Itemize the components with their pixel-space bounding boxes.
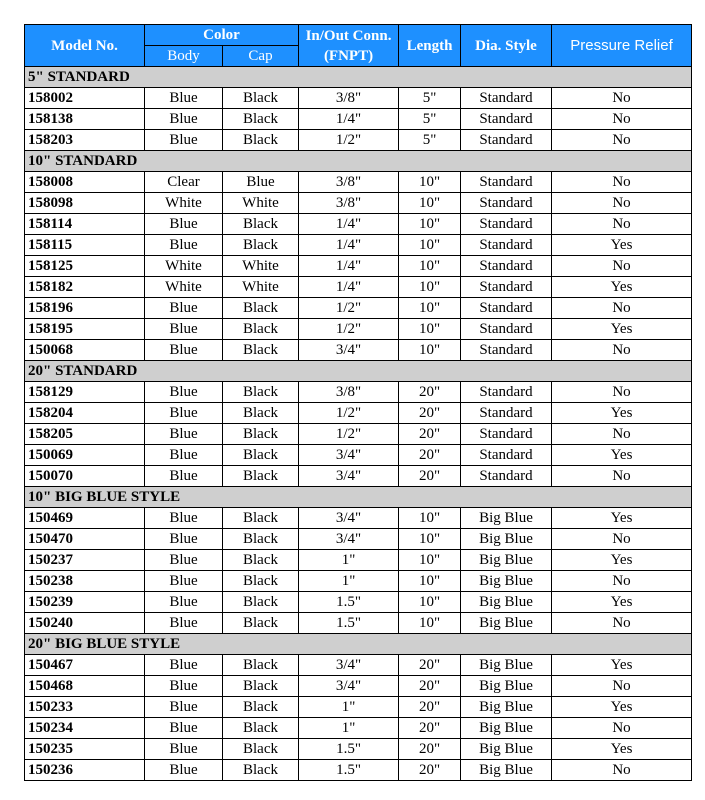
cell-dia-style: Standard (461, 109, 552, 130)
cell-pressure-relief: No (552, 88, 692, 109)
table-row (25, 508, 692, 529)
cell-body-color: Blue (145, 529, 223, 550)
cell-model-no: 150468 (25, 676, 145, 697)
cell-pressure-relief: Yes (552, 277, 692, 298)
table-row (25, 88, 692, 109)
cell-pressure-relief: No (552, 613, 692, 634)
table-row (25, 697, 692, 718)
cell-in-out-conn: 1/2" (299, 298, 399, 319)
cell-model-no: 150234 (25, 718, 145, 739)
table-row (25, 550, 692, 571)
cell-in-out-conn: 1/2" (299, 403, 399, 424)
cell-in-out-conn: 3/4" (299, 466, 399, 487)
cell-length: 10" (399, 613, 461, 634)
cell-in-out-conn: 1/4" (299, 235, 399, 256)
table-row (25, 613, 692, 634)
section-header-row (25, 487, 692, 508)
cell-length: 10" (399, 571, 461, 592)
cell-model-no: 158203 (25, 130, 145, 151)
cell-model-no: 150237 (25, 550, 145, 571)
table-row (25, 319, 692, 340)
cell-model-no: 150070 (25, 466, 145, 487)
cell-dia-style: Big Blue (461, 655, 552, 676)
cell-in-out-conn: 1/4" (299, 109, 399, 130)
header-in-out-conn (299, 25, 399, 67)
cell-dia-style: Big Blue (461, 739, 552, 760)
cell-cap-color: Black (223, 571, 299, 592)
header-cap: Cap (223, 46, 299, 67)
cell-pressure-relief: No (552, 109, 692, 130)
header-conn-line2: (FNPT) (323, 47, 374, 64)
cell-dia-style: Big Blue (461, 550, 552, 571)
cell-dia-style: Big Blue (461, 718, 552, 739)
cell-cap-color: Black (223, 697, 299, 718)
table-row (25, 130, 692, 151)
table-row (25, 235, 692, 256)
cell-in-out-conn: 3/4" (299, 508, 399, 529)
cell-body-color: White (145, 256, 223, 277)
cell-length: 10" (399, 340, 461, 361)
cell-model-no: 150470 (25, 529, 145, 550)
table-row (25, 403, 692, 424)
cell-in-out-conn: 1/4" (299, 277, 399, 298)
cell-in-out-conn: 3/8" (299, 193, 399, 214)
cell-in-out-conn: 3/8" (299, 382, 399, 403)
cell-dia-style: Standard (461, 172, 552, 193)
section-header-row (25, 361, 692, 382)
cell-dia-style: Standard (461, 298, 552, 319)
cell-in-out-conn: 1.5" (299, 592, 399, 613)
cell-model-no: 158114 (25, 214, 145, 235)
cell-cap-color: Black (223, 592, 299, 613)
cell-length: 20" (399, 739, 461, 760)
table-header (25, 25, 692, 67)
cell-pressure-relief: No (552, 214, 692, 235)
table-row (25, 256, 692, 277)
cell-dia-style: Standard (461, 130, 552, 151)
cell-dia-style: Standard (461, 235, 552, 256)
header-color: Color (145, 25, 299, 46)
cell-length: 10" (399, 256, 461, 277)
cell-model-no: 158002 (25, 88, 145, 109)
cell-dia-style: Big Blue (461, 613, 552, 634)
cell-model-no: 158196 (25, 298, 145, 319)
cell-cap-color: Black (223, 529, 299, 550)
cell-pressure-relief: No (552, 571, 692, 592)
cell-model-no: 150238 (25, 571, 145, 592)
section-title: 5" STANDARD (25, 67, 692, 88)
cell-length: 10" (399, 298, 461, 319)
cell-pressure-relief: Yes (552, 508, 692, 529)
cell-body-color: Blue (145, 508, 223, 529)
cell-cap-color: Black (223, 739, 299, 760)
cell-body-color: Blue (145, 592, 223, 613)
table-row (25, 739, 692, 760)
table-row (25, 172, 692, 193)
cell-body-color: Blue (145, 235, 223, 256)
cell-pressure-relief: No (552, 760, 692, 781)
cell-length: 10" (399, 319, 461, 340)
cell-pressure-relief: No (552, 424, 692, 445)
cell-in-out-conn: 1" (299, 697, 399, 718)
cell-pressure-relief: No (552, 676, 692, 697)
filter-housing-spec-table (24, 24, 692, 781)
cell-cap-color: Black (223, 424, 299, 445)
header-conn-line1: In/Out Conn. (305, 27, 392, 44)
cell-length: 20" (399, 697, 461, 718)
cell-dia-style: Big Blue (461, 676, 552, 697)
cell-dia-style: Standard (461, 424, 552, 445)
cell-body-color: White (145, 193, 223, 214)
cell-length: 20" (399, 424, 461, 445)
cell-dia-style: Big Blue (461, 508, 552, 529)
cell-cap-color: Black (223, 760, 299, 781)
cell-length: 5" (399, 109, 461, 130)
cell-length: 10" (399, 592, 461, 613)
table-row (25, 298, 692, 319)
cell-cap-color: Black (223, 340, 299, 361)
table-row (25, 193, 692, 214)
cell-pressure-relief: Yes (552, 319, 692, 340)
cell-length: 20" (399, 676, 461, 697)
cell-body-color: Blue (145, 466, 223, 487)
cell-cap-color: Black (223, 676, 299, 697)
cell-pressure-relief: Yes (552, 445, 692, 466)
cell-cap-color: Black (223, 235, 299, 256)
cell-cap-color: Black (223, 88, 299, 109)
cell-length: 10" (399, 529, 461, 550)
cell-cap-color: Black (223, 298, 299, 319)
cell-length: 20" (399, 445, 461, 466)
table-row (25, 382, 692, 403)
cell-in-out-conn: 1" (299, 571, 399, 592)
cell-model-no: 150233 (25, 697, 145, 718)
header-model-no: Model No. (25, 25, 145, 67)
cell-in-out-conn: 3/4" (299, 655, 399, 676)
cell-length: 20" (399, 403, 461, 424)
cell-model-no: 150235 (25, 739, 145, 760)
cell-body-color: Blue (145, 130, 223, 151)
cell-in-out-conn: 1/2" (299, 130, 399, 151)
cell-pressure-relief: No (552, 340, 692, 361)
cell-model-no: 158205 (25, 424, 145, 445)
cell-pressure-relief: Yes (552, 592, 692, 613)
cell-body-color: Blue (145, 571, 223, 592)
section-title: 10" BIG BLUE STYLE (25, 487, 692, 508)
cell-in-out-conn: 1.5" (299, 613, 399, 634)
cell-cap-color: White (223, 277, 299, 298)
cell-model-no: 150239 (25, 592, 145, 613)
table-body (25, 67, 692, 781)
cell-pressure-relief: No (552, 172, 692, 193)
cell-body-color: Clear (145, 172, 223, 193)
cell-length: 10" (399, 193, 461, 214)
table-row (25, 424, 692, 445)
cell-in-out-conn: 3/4" (299, 340, 399, 361)
cell-pressure-relief: Yes (552, 550, 692, 571)
cell-cap-color: Black (223, 445, 299, 466)
table-row (25, 445, 692, 466)
cell-dia-style: Big Blue (461, 697, 552, 718)
cell-pressure-relief: No (552, 193, 692, 214)
cell-cap-color: White (223, 193, 299, 214)
cell-body-color: Blue (145, 676, 223, 697)
cell-dia-style: Big Blue (461, 592, 552, 613)
cell-body-color: Blue (145, 760, 223, 781)
cell-body-color: Blue (145, 445, 223, 466)
cell-body-color: Blue (145, 739, 223, 760)
cell-length: 10" (399, 277, 461, 298)
cell-pressure-relief: No (552, 529, 692, 550)
cell-pressure-relief: No (552, 382, 692, 403)
cell-dia-style: Standard (461, 193, 552, 214)
cell-in-out-conn: 1.5" (299, 739, 399, 760)
cell-dia-style: Standard (461, 466, 552, 487)
cell-body-color: Blue (145, 550, 223, 571)
cell-cap-color: Black (223, 655, 299, 676)
cell-model-no: 158129 (25, 382, 145, 403)
header-length: Length (399, 25, 461, 67)
cell-body-color: Blue (145, 655, 223, 676)
table-row (25, 340, 692, 361)
cell-dia-style: Standard (461, 277, 552, 298)
header-body: Body (145, 46, 223, 67)
table-row (25, 655, 692, 676)
section-header-row (25, 634, 692, 655)
cell-dia-style: Big Blue (461, 760, 552, 781)
cell-cap-color: Black (223, 109, 299, 130)
cell-dia-style: Standard (461, 88, 552, 109)
cell-length: 10" (399, 235, 461, 256)
section-title: 20" BIG BLUE STYLE (25, 634, 692, 655)
cell-cap-color: Black (223, 319, 299, 340)
cell-body-color: Blue (145, 424, 223, 445)
cell-length: 20" (399, 655, 461, 676)
cell-body-color: White (145, 277, 223, 298)
cell-in-out-conn: 3/8" (299, 88, 399, 109)
cell-length: 10" (399, 508, 461, 529)
cell-cap-color: Black (223, 382, 299, 403)
cell-length: 5" (399, 130, 461, 151)
table-row (25, 571, 692, 592)
cell-in-out-conn: 1.5" (299, 760, 399, 781)
cell-cap-color: Black (223, 613, 299, 634)
cell-pressure-relief: Yes (552, 697, 692, 718)
section-title: 20" STANDARD (25, 361, 692, 382)
cell-pressure-relief: No (552, 256, 692, 277)
cell-body-color: Blue (145, 340, 223, 361)
cell-cap-color: Black (223, 718, 299, 739)
cell-in-out-conn: 1" (299, 718, 399, 739)
section-header-row (25, 67, 692, 88)
cell-body-color: Blue (145, 382, 223, 403)
cell-pressure-relief: No (552, 466, 692, 487)
cell-length: 20" (399, 466, 461, 487)
table-row (25, 718, 692, 739)
cell-dia-style: Standard (461, 256, 552, 277)
cell-length: 20" (399, 382, 461, 403)
cell-cap-color: Black (223, 550, 299, 571)
cell-body-color: Blue (145, 613, 223, 634)
table-row (25, 529, 692, 550)
cell-dia-style: Standard (461, 214, 552, 235)
cell-pressure-relief: Yes (552, 235, 692, 256)
table-row (25, 214, 692, 235)
table-row (25, 592, 692, 613)
cell-pressure-relief: No (552, 130, 692, 151)
table-row (25, 277, 692, 298)
cell-model-no: 150467 (25, 655, 145, 676)
cell-body-color: Blue (145, 319, 223, 340)
cell-in-out-conn: 1/4" (299, 256, 399, 277)
cell-length: 10" (399, 550, 461, 571)
cell-pressure-relief: Yes (552, 655, 692, 676)
cell-dia-style: Big Blue (461, 571, 552, 592)
section-header-row (25, 151, 692, 172)
cell-length: 20" (399, 718, 461, 739)
cell-length: 20" (399, 760, 461, 781)
cell-cap-color: Black (223, 130, 299, 151)
cell-body-color: Blue (145, 718, 223, 739)
cell-pressure-relief: Yes (552, 403, 692, 424)
cell-cap-color: Black (223, 214, 299, 235)
cell-model-no: 150069 (25, 445, 145, 466)
cell-body-color: Blue (145, 88, 223, 109)
header-dia-style: Dia. Style (461, 25, 552, 67)
cell-model-no: 158182 (25, 277, 145, 298)
table-row (25, 109, 692, 130)
cell-model-no: 158125 (25, 256, 145, 277)
cell-model-no: 150469 (25, 508, 145, 529)
cell-body-color: Blue (145, 298, 223, 319)
cell-pressure-relief: No (552, 718, 692, 739)
header-pressure-relief: Pressure Relief (552, 25, 692, 67)
cell-pressure-relief: No (552, 298, 692, 319)
cell-in-out-conn: 3/4" (299, 676, 399, 697)
cell-body-color: Blue (145, 403, 223, 424)
cell-model-no: 150236 (25, 760, 145, 781)
section-title: 10" STANDARD (25, 151, 692, 172)
cell-cap-color: Black (223, 508, 299, 529)
cell-cap-color: Blue (223, 172, 299, 193)
cell-dia-style: Big Blue (461, 529, 552, 550)
cell-body-color: Blue (145, 214, 223, 235)
cell-cap-color: Black (223, 466, 299, 487)
cell-model-no: 158098 (25, 193, 145, 214)
cell-length: 10" (399, 214, 461, 235)
cell-in-out-conn: 1/2" (299, 319, 399, 340)
cell-dia-style: Standard (461, 445, 552, 466)
cell-pressure-relief: Yes (552, 739, 692, 760)
cell-in-out-conn: 3/4" (299, 445, 399, 466)
cell-dia-style: Standard (461, 403, 552, 424)
cell-dia-style: Standard (461, 319, 552, 340)
cell-length: 10" (399, 172, 461, 193)
cell-cap-color: Black (223, 403, 299, 424)
cell-model-no: 150240 (25, 613, 145, 634)
cell-body-color: Blue (145, 109, 223, 130)
table-row (25, 466, 692, 487)
cell-model-no: 158204 (25, 403, 145, 424)
table-row (25, 676, 692, 697)
cell-body-color: Blue (145, 697, 223, 718)
cell-length: 5" (399, 88, 461, 109)
cell-model-no: 158138 (25, 109, 145, 130)
cell-model-no: 158115 (25, 235, 145, 256)
cell-dia-style: Standard (461, 340, 552, 361)
cell-in-out-conn: 3/8" (299, 172, 399, 193)
cell-model-no: 158008 (25, 172, 145, 193)
table-row (25, 760, 692, 781)
cell-in-out-conn: 1/4" (299, 214, 399, 235)
cell-cap-color: White (223, 256, 299, 277)
cell-model-no: 150068 (25, 340, 145, 361)
cell-dia-style: Standard (461, 382, 552, 403)
cell-model-no: 158195 (25, 319, 145, 340)
cell-in-out-conn: 1/2" (299, 424, 399, 445)
cell-in-out-conn: 3/4" (299, 529, 399, 550)
cell-in-out-conn: 1" (299, 550, 399, 571)
